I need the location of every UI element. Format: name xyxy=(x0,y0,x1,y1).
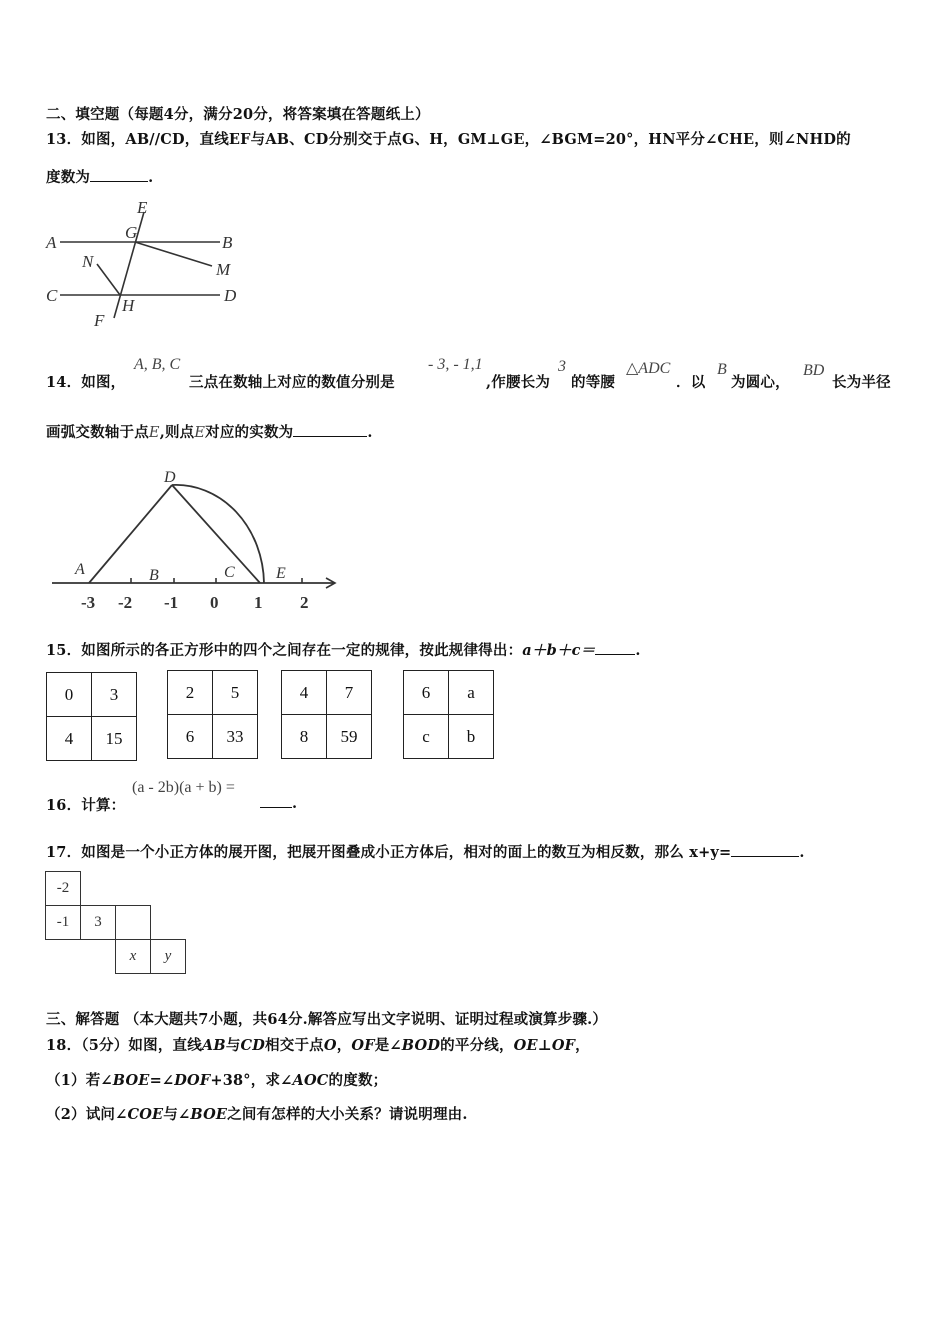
net-face: -2 xyxy=(46,872,81,906)
cell: 2 xyxy=(168,671,213,715)
cell: b xyxy=(449,715,494,759)
q14-period: . xyxy=(367,424,373,441)
q17-cube-net xyxy=(45,871,186,974)
tick-label: -1 xyxy=(164,593,179,612)
point-A: A xyxy=(75,561,85,578)
net-face: -1 xyxy=(46,906,81,940)
q16-expression: (a - 2b)(a + b) = xyxy=(132,779,235,796)
q13-text-line2 xyxy=(46,166,153,187)
label-F: F xyxy=(94,311,105,330)
q13-answer-blank xyxy=(90,168,148,182)
q18-c: 相交于点 xyxy=(265,1037,324,1054)
q14-answer-blank xyxy=(293,423,367,437)
tick-label: 2 xyxy=(300,593,309,612)
label-E: E xyxy=(137,198,148,217)
q18-p1-aoc: AOC xyxy=(292,1072,329,1089)
q18-p2-b: 与∠ xyxy=(163,1106,191,1123)
q18-ab: AB xyxy=(201,1037,226,1054)
q17-prompt: 17．如图是一个小正方体的展开图，把展开图叠成小正方体后，相对的面上的数互为相反数，那么 x+y= xyxy=(46,844,732,861)
label-N: N xyxy=(82,252,94,271)
q18-f: 的平分线， xyxy=(440,1037,514,1054)
q18-p2-c: 之间有怎样的大小关系？请说明理由. xyxy=(227,1106,468,1123)
net-face-x: x xyxy=(116,940,151,974)
cell: 59 xyxy=(327,715,372,759)
q14-values: - 3, - 1,1 xyxy=(428,356,483,373)
point-C: C xyxy=(224,564,235,581)
q17-text xyxy=(46,841,805,862)
q14-points-abc: A, B, C xyxy=(134,356,181,373)
cell: 15 xyxy=(92,717,137,761)
label-G: G xyxy=(125,223,138,242)
q18-p1-a: （1）若∠ xyxy=(46,1072,113,1089)
section-2-heading: 二、填空题（每题4分，满分20分，将答案填在答题纸上） xyxy=(46,106,430,123)
cell: 4 xyxy=(47,717,92,761)
cell: 6 xyxy=(168,715,213,759)
q16-label: 16．计算： xyxy=(46,797,126,814)
label-B: B xyxy=(222,233,233,252)
q18-a: 18．（5分）如图，直线 xyxy=(46,1037,202,1054)
cell: 4 xyxy=(282,671,327,715)
cell: 8 xyxy=(282,715,327,759)
label-M: M xyxy=(216,260,231,279)
q13-prompt: 度数为 xyxy=(46,169,91,186)
q16-period: . xyxy=(292,795,298,812)
q18-b: 与 xyxy=(225,1037,241,1054)
q18-g: ， xyxy=(575,1037,590,1054)
net-face: 3 xyxy=(81,906,116,940)
q15-square-1 xyxy=(46,672,137,761)
q16-answer-blank xyxy=(260,794,292,808)
q14-bd: BD xyxy=(803,362,825,379)
tick-label: 0 xyxy=(210,593,219,612)
q15-square-3 xyxy=(281,670,372,759)
label-D: D xyxy=(224,286,237,305)
q18-p1-boe: BOE xyxy=(112,1072,150,1089)
q14-line2-b: ,则点 xyxy=(159,424,195,441)
q18-p2-boe: BOE xyxy=(190,1106,228,1123)
net-face-y: y xyxy=(151,940,186,974)
q18-e: 是∠ xyxy=(374,1037,402,1054)
q18-of: OF xyxy=(351,1037,375,1054)
q15-text xyxy=(46,639,641,660)
net-face-blank xyxy=(116,906,151,940)
q14-line2-a: 画弧交数轴于点 xyxy=(46,424,149,441)
point-E: E xyxy=(276,565,286,582)
q18-p1-b: =∠ xyxy=(149,1072,175,1089)
q14-t2: 三点在数轴上对应的数值分别是 xyxy=(189,374,395,391)
q15-square-2 xyxy=(167,670,258,759)
q14-number-line-figure xyxy=(44,462,344,614)
q14-t5: ．以 xyxy=(676,374,706,391)
q16-answer xyxy=(260,794,297,812)
q18-part2 xyxy=(46,1103,468,1124)
q14-t7: 长为半径 xyxy=(832,374,891,391)
q14-t4: 的等腰 xyxy=(571,374,616,391)
q14-line2-c: 对应的实数为 xyxy=(205,424,294,441)
cell: 0 xyxy=(47,673,92,717)
section-3-heading: 三、解答题 （本大题共7小题，共64分.解答应写出文字说明、证明过程或演算步骤.） xyxy=(46,1011,608,1028)
label-H: H xyxy=(122,296,135,315)
tick-label: -3 xyxy=(81,593,96,612)
q14-t3: ,作腰长为 xyxy=(486,374,551,391)
cell: 7 xyxy=(327,671,372,715)
q18-d: ， xyxy=(336,1037,352,1054)
q15-prompt: 15．如图所示的各正方形中的四个之间存在一定的规律，按此规律得出： xyxy=(46,642,523,659)
q15-square-4 xyxy=(403,670,494,759)
q14-line2 xyxy=(46,421,373,442)
q14-point-b: B xyxy=(717,361,727,378)
q18-o: O xyxy=(323,1037,337,1054)
q14-point-e: E xyxy=(148,425,160,441)
cell: 3 xyxy=(92,673,137,717)
q15-answer-blank xyxy=(595,641,635,655)
q13-figure xyxy=(42,194,252,334)
point-D: D xyxy=(164,469,176,486)
q18-p2-coe: COE xyxy=(127,1106,164,1123)
q13-period: . xyxy=(148,169,154,186)
q13-text-line1: 13．如图，AB//CD，直线EF与AB、CD分别交于点G、H，GM⊥GE，∠BGM=20°，HN平分∠CHE，则∠NHD的 xyxy=(46,131,851,148)
q18-p2-a: （2）试问∠ xyxy=(46,1106,128,1123)
q18-p1-d: 的度数； xyxy=(328,1072,388,1089)
q17-answer-blank xyxy=(731,843,799,857)
q18-bod: BOD xyxy=(401,1037,441,1054)
q14-t1: 14．如图， xyxy=(46,374,126,391)
q18-oe-of: OE⊥OF xyxy=(513,1037,576,1054)
q18-p1-dof: DOF xyxy=(174,1072,211,1089)
cell: 33 xyxy=(213,715,258,759)
tick-label: 1 xyxy=(254,593,263,612)
q14-point-e-2: E xyxy=(194,425,206,441)
point-B: B xyxy=(149,567,159,584)
q18-p1-c: +38°，求∠ xyxy=(210,1072,293,1089)
q18-cd: CD xyxy=(240,1037,266,1054)
q15-expression: a＋b＋c＝ xyxy=(522,642,596,659)
q18-stem xyxy=(46,1034,590,1055)
q18-part1 xyxy=(46,1069,387,1090)
q15-period: . xyxy=(635,642,641,659)
q17-period: . xyxy=(799,844,805,861)
label-A: A xyxy=(46,233,57,252)
label-C: C xyxy=(46,286,58,305)
cell: a xyxy=(449,671,494,715)
cell: c xyxy=(404,715,449,759)
cell: 5 xyxy=(213,671,258,715)
q14-t6: 为圆心， xyxy=(731,374,790,391)
q14-triangle: △ADC xyxy=(626,360,671,377)
tick-label: -2 xyxy=(118,593,133,612)
cell: 6 xyxy=(404,671,449,715)
q14-leg-length: 3 xyxy=(558,358,566,375)
